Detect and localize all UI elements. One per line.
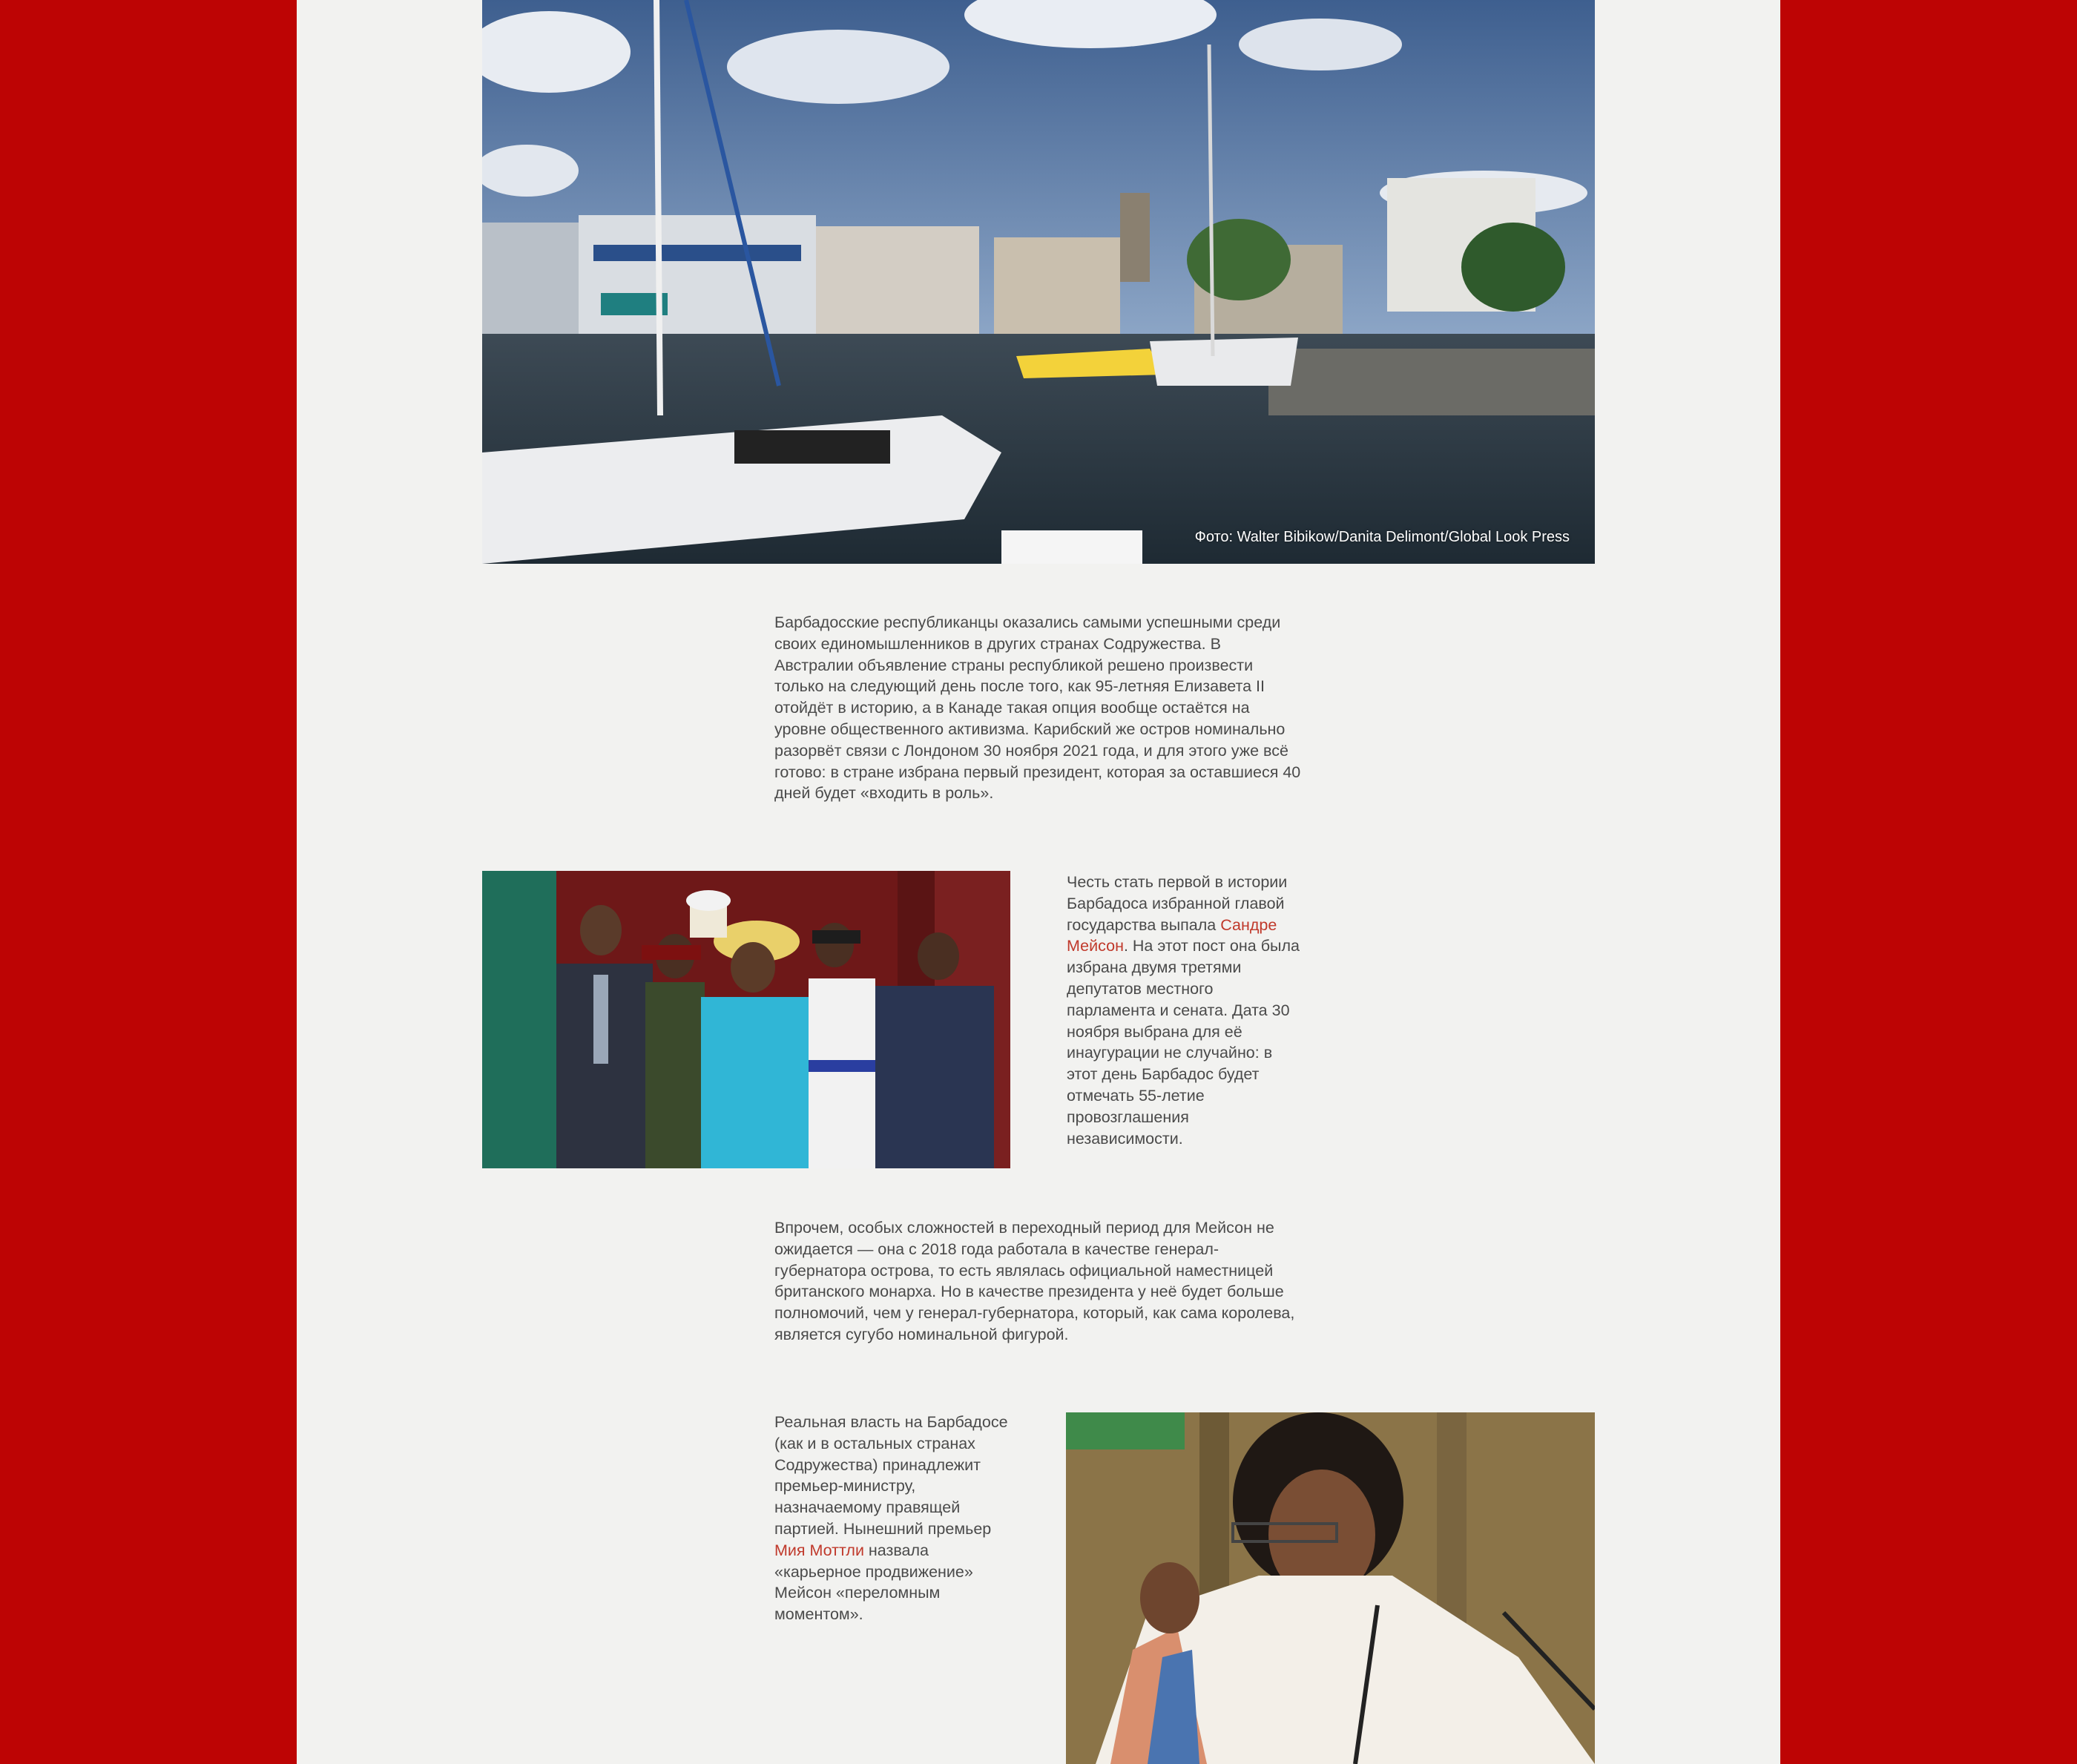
prime-minister-photo (1066, 1412, 1595, 1764)
hero-photo (482, 0, 1595, 564)
block-2-text-after: . На этот пост она была избрана двумя третями депутатов местного парламента и сената. Дата 30 ноября выбрана для её инаугурации не случайно: в этот день Барбадос будет отмечать 55-летие провозглашения независимости. (1067, 937, 1300, 1148)
officials-photo (482, 871, 1010, 1168)
block-2-text (1067, 872, 1304, 1149)
mia-mottley-link[interactable]: Мия Моттли (774, 1541, 864, 1559)
article-page (297, 0, 1780, 1764)
officials-group-photo-icon (482, 871, 1010, 1168)
photo-caption: Фото: Walter Bibikow/Danita Delimont/Global Look Press (1194, 529, 1570, 545)
paragraph-1-text: Барбадосские республиканцы оказались самыми успешными среди своих единомышленников в других странах Содружества. В Австралии объявление страны республикой решено произвести только на следующий день после того, как 95-летняя Елизавета II отойдёт в историю, а в Канаде такая опция вообще остаётся на уровне общественного активизма. Карибский же остров номинально разорвёт связи с Лондоном 30 ноября 2021 года, и для этого уже всё готово: в стране избрана первый президент, которая за оставшиеся 40 дней будет «входить в роль». (774, 613, 1301, 803)
block-4-text-after: назвала «карьерное продвижение» Мейсон «переломным моментом». (774, 1541, 973, 1624)
block-4-text (774, 1412, 1019, 1625)
block-2-text-before: Честь стать первой в истории Барбадоса избранной главой государства выпала (1067, 873, 1288, 934)
block-4-paragraph (774, 1412, 1019, 1625)
block-2-paragraph (1067, 872, 1304, 1149)
sandra-mason-link[interactable]: Сандре Мейсон (1067, 915, 1277, 955)
paragraph-1 (774, 612, 1303, 804)
harbor-photo-icon (482, 0, 1595, 564)
paragraph-3 (774, 1217, 1303, 1346)
block-4-text-before: Реальная власть на Барбадосе (как и в остальных странах Содружества) принадлежит премьер-министру, назначаемому правящей партией. Нынешний премьер (774, 1413, 1008, 1538)
prime-minister-speaking-photo-icon (1066, 1412, 1595, 1764)
paragraph-3-text: Впрочем, особых сложностей в переходный период для Мейсон не ожидается — она с 2018 года работала в качестве генерал-губернатора острова, то есть являлась официальной наместницей британского монарха. Но в качестве президента у неё будет больше полномочий, чем у генерал-губернатора, который, как сама королева, является сугубо номинальной фигурой. (774, 1219, 1295, 1343)
